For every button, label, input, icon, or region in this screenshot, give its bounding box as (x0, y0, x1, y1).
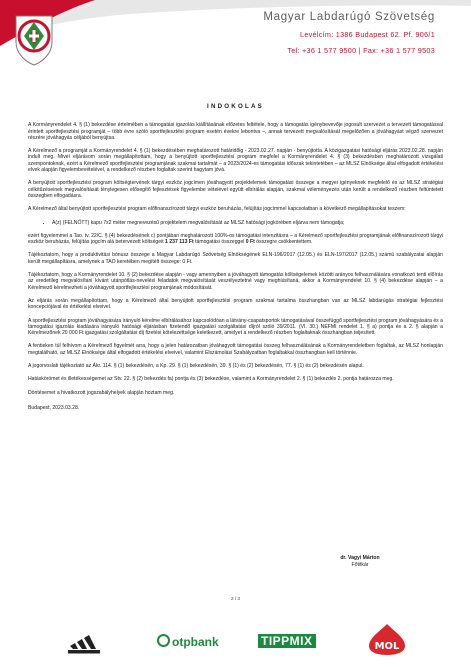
document-title: INDOKOLAS (207, 103, 264, 110)
mlsz-crest-logo (12, 10, 56, 66)
paragraph: Hatáskörömet és illetékességemet az Stv. 22. § (2) bekezdés fa) pontja és (3) bekezdése, valamint a Kormányrendelet 2. § (1) bekezdés 2. pontja határozza meg. (28, 376, 394, 383)
otp-circle-icon (157, 634, 170, 647)
document-body (28, 104, 443, 411)
signer-name: dr. Vagyi Márton (340, 555, 380, 561)
letterhead (263, 11, 435, 55)
paragraph: A jogorvoslati tájékoztató az Ákr. 114. § (1) bekezdésén, a Kp. 29. § (1) bekezdésén, 39. § (1) és (2) bekezdésén, 77. § (1) és (2) bekezdésén alapul. (28, 363, 364, 370)
paragraph: A Kérelmező által benyújtott sportfejlesztési program előfinanszírozott tárgyi eszköz beruházás, felújítás jogcímmel kapcsolatban a következő megállapításokat teszem: (28, 206, 406, 213)
paragraph: A benyújtott sportfejlesztési program költségtervének tárgyi eszköz jogcímen jóváhagyott projektelemek támogatási összege a megyei igényeknek megfelelő és az MLSZ stratégiai célkitűzéseinek megvalósítását ténylegesen elősegítő fejlesztések figyelembe vételével együtt elbírálás alapján, szakmai véleményezés után került a rendelkező részben feltüntetett összegben elfogadásra. (28, 180, 443, 199)
list-item: • A(z) (FELNŐTT) kapu 7x2 méter megnevezésű projektelem megvalósítását az MLSZ hatósági jogkörében eljárva nem támogatja; (52, 220, 443, 226)
organization-name: Magyar Labdarúgó Szövetség (263, 11, 435, 23)
signer-title: Főtitkár (351, 561, 369, 568)
paragraph: ezért figyelemmel a Tao. tv. 22/C. § (4) bekezdésének c) pontjában meghatározott 100%-os támogatási intenzitásra – a Kérelmező sportfejlesztési programjának előfinanszírozott tárgyi eszköz beruházás, felújítás jogcím alá betervezett költségeit 1 237 113 Ft támogatási összeggel 0 Ft összegre csökkentettem. (28, 232, 443, 246)
page-number: 2 / 3 (231, 596, 240, 601)
postal-address: Levélcím: 1386 Budapest 62. Pf. 906/1 (300, 30, 435, 39)
paragraph: Tájékoztatom, hogy a produktivitási bónusz összege a Magyar Labdarúgó Szövetség Elnökségének ELN-196/2017 (12.05.) és ELN-197/2017 (12.05.) számú szabályzatai alapján került megállapításra, amelynek a TAO keretében megítélt összege: 0 Ft. (28, 252, 443, 265)
paragraph: Döntésemet a hivatkozott jogszabályhelyek alapján hoztam meg. (28, 389, 175, 396)
reduced-amount: 0 Ft (245, 239, 255, 246)
paragraph: A Kérelmező a programját a Kormányrendelet 4. § (1) bekezdésében meghatározott határidőig - 2023.02.27. napján - benyújtotta. A közigazgatási hatósági eljárás 2023.02.28. napján indult meg. Mivel eljárásom során megállapítottam, hogy a benyújtott sportfejlesztési program megfelel a Kormányrendelet 4. § (3) bekezdésben meghatározott vizsgálati szempontoknak, ezért a Kérelmező sportfejlesztési programjának szakmai tartalmát – a 2023/2024-es támogatási időszak tekintetében – az MLSZ Elnöksége által elfogadott értékelési elvek alapján figyelembevételével, a rendelkező részben foglaltak szerint hagytam jóvá. (28, 148, 443, 174)
approved-amount: 1 237 113 Ft (165, 239, 194, 246)
paragraph: A fentieken túl felhívom a Kérelmező figyelmét arra, hogy a jelen határozatban jóváhagyott támogatási összeg felhasználásának a Kormányrendeletben foglaltak, az MLSZ honlapján megtalálható, az MLSZ Elnöksége által elfogadott értékelési elveivel, valamint Elszámolási Szabályzatban foglaltakkal összhangban kell történnie. (28, 343, 443, 356)
paragraph: Az eljárás során megállapítottam, hogy a Kérelmező által benyújtott sportfejlesztési program szakmai tartalma összhangban van az MLSZ labdarúgás stratégiai fejlesztési koncepciójával és értékelési elveivel. (28, 297, 443, 311)
phone-fax: Tel: +36 1 577 9500 | Fax: +36 1 577 9503 (287, 46, 435, 55)
mol-logo (365, 622, 409, 656)
otpbank-logo: otpbank (157, 634, 219, 649)
findings-list (28, 220, 443, 226)
document-date: Budapest, 2023.03.28. (28, 404, 80, 411)
tippmix-logo: TIPPMIX (258, 634, 316, 648)
paragraph: Tájékoztatom, hogy a Kormányrendelet 10. § (2) bekezdése alapján - vagy amennyiben a jóváhagyott támogatás költségelemek közötti arányos felhasználására vonatkozó tenti előírás az eredetileg megvalósítani kívánt utánpótlás-nevelési feladatok megvalósítását veszélyeztetné vagy meghiúsítaná, akkor a Kormányrendelet 10. § (4) bekezdése alapján – a Kérelmező kérelmezheti a jóváhagyott sportfejlesztési programjának módosítását. (28, 272, 443, 291)
paragraph: A sportfejlesztési program jóváhagyására irányuló kérelme elbírálásához kapcsolódóan a látvány-csapatsportok támogatásával összefüggő sportfejlesztési program jóváhagyására és a támogatási igazolás kiadására irányuló hatósági eljárásban fizetendő igazgatási szolgáltatási díjról szóló 39/2011. (VI. 30.) NEFMI rendelet 1. § a) pontja és a 2. § alapján a Kérelmezőnek 20 000 Ft igazgatási szolgáltatási díj fizetési kötelezettsége keletkezett, amelyet a rendelkező részben foglaltaknak összhangban teljesített. (28, 317, 443, 337)
sponsor-logos (0, 618, 471, 658)
signature-block (330, 555, 390, 568)
svg-text:MOL: MOL (374, 641, 400, 652)
adidas-logo (64, 632, 106, 654)
paragraph: A Kormányrendelet 4. § (1) bekezdése értelmében a támogatási igazolás kiállításának előzetes feltétele, hogy a támogatás igénybevevője jogosult szervezet a tervezett támogatással érintett sportfejlesztési programját – több évre szóló sportfejlesztési program esetén évekre lebontva –, annak tervezett megvalósítását megelőzően a jóváhagyást végző szervezet részére jóváhagyás céljából benyújtsa. (28, 122, 443, 141)
